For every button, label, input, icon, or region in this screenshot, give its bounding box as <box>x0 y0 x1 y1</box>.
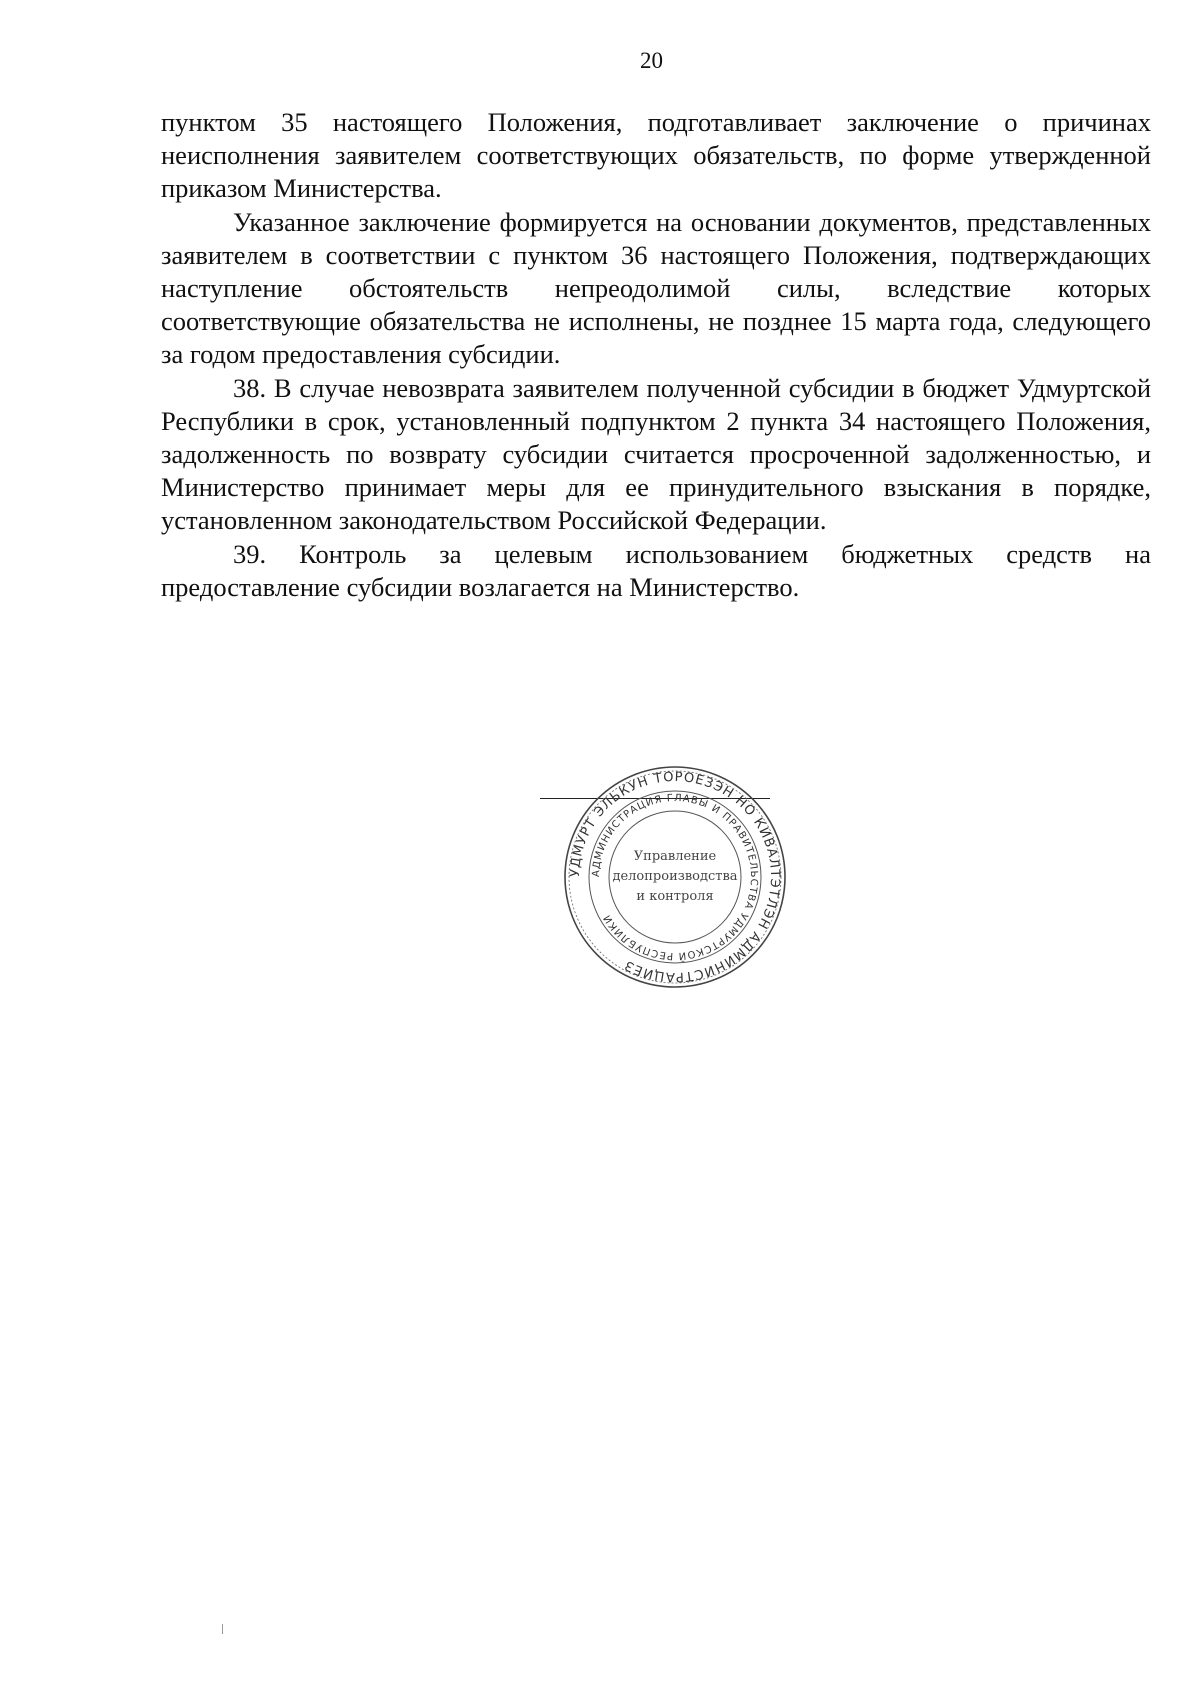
paragraph-39: 39. Контроль за целевым использованием бюджетных средств на предоставление субсидии возлагается на Министерство. <box>161 538 1151 602</box>
document-body <box>161 106 1151 604</box>
scan-artifact <box>222 1624 223 1634</box>
seal-center-line-3: и контроля <box>636 889 714 904</box>
seal-graphic <box>560 762 790 992</box>
paragraph-continuation: пунктом 35 настоящего Положения, подготавливает заключение о причинах неисполнения заявителем соответствующих обязательств, по форме утвержденной приказом Министерства. <box>161 107 1151 204</box>
paragraph-38: 38. В случае невозврата заявителем полученной субсидии в бюджет Удмуртской Республики в срок, установленный подпунктом 2 пункта 34 настоящего Положения, задолженность по возврату субсидии считается просроченной задолженностью, и Министерство принимает меры для ее принудительного взыскания в порядке, установленном законодательством Российской Федерации. <box>161 372 1151 536</box>
seal-center-line-1: Управление <box>633 849 717 864</box>
seal-outer-text: УДМУРТ ЭЛЬКУН ТОРОЕЗЭН НО КИВАЛТЭТЛЭН АДМИНИСТРАЦИЕЗ <box>567 769 783 985</box>
paragraph-conclusion: Указанное заключение формируется на основании документов, представленных заявителем в соответствии с пунктом 36 настоящего Положения, подтверждающих наступление обстоятельств непреодолимой силы, вследствие которых соответствующие обязательства не исполнены, не позднее 15 марта года, следующего за годом предоставления субсидии. <box>161 206 1151 370</box>
page-number: 20 <box>640 48 663 73</box>
seal-inner-text: АДМИНИСТРАЦИЯ ГЛАВЫ И ПРАВИТЕЛЬСТВА УДМУРТСКОЙ РЕСПУБЛИКИ <box>590 792 760 962</box>
official-seal <box>560 762 790 992</box>
seal-center-line-2: делопроизводства <box>612 869 738 884</box>
